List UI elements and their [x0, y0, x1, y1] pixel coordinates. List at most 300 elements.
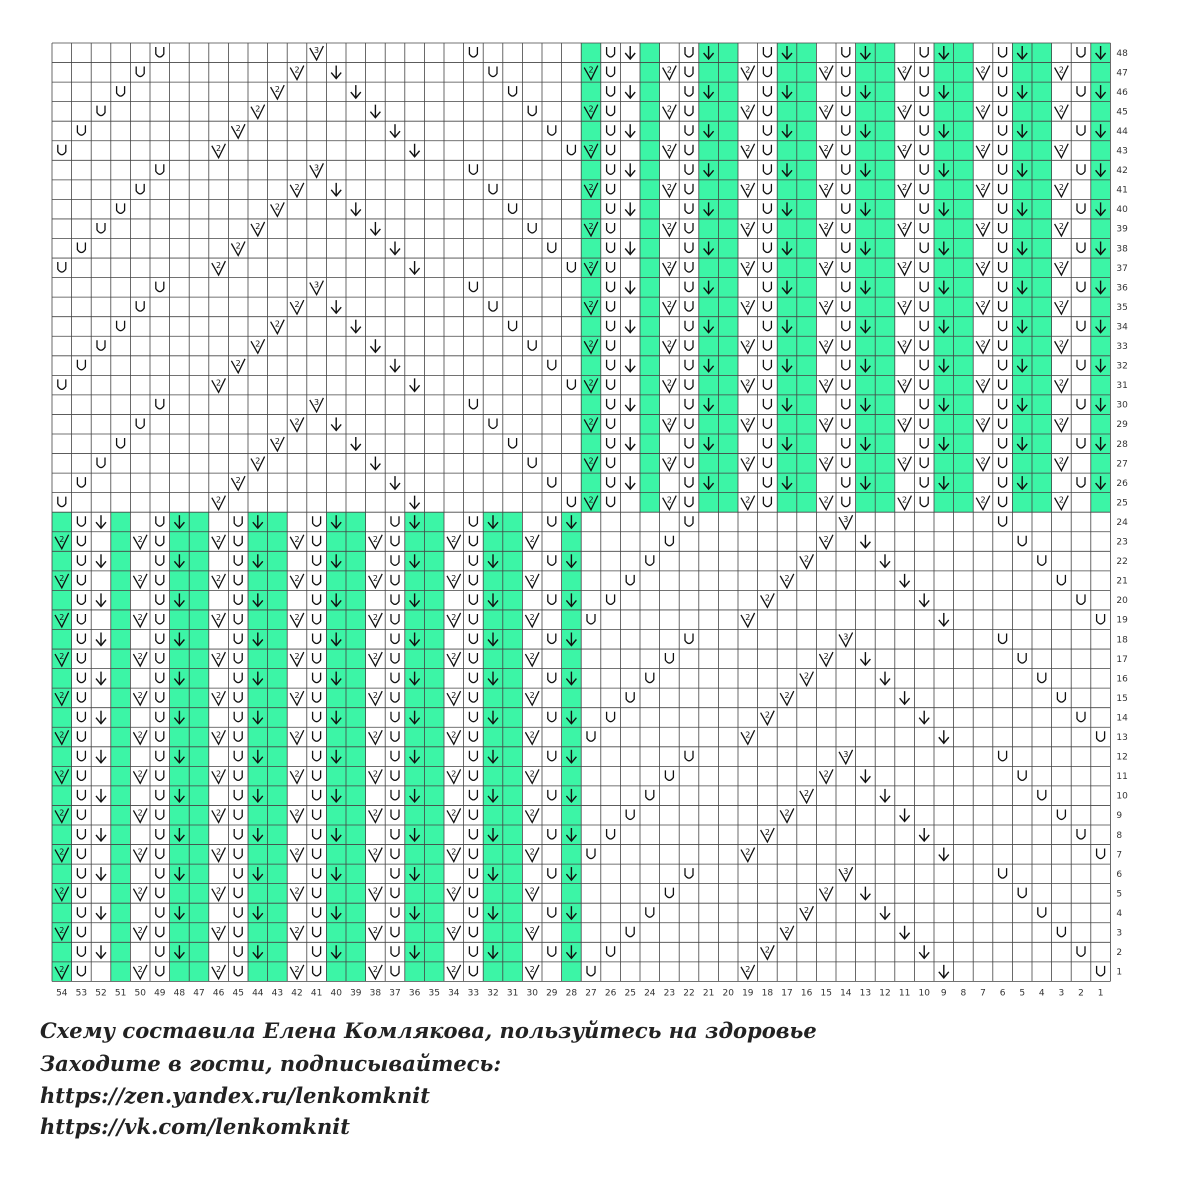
highlight-cell: [797, 63, 817, 83]
yarn-over-stroke: [156, 849, 164, 859]
yarn-over-symbol: [391, 849, 399, 859]
yarn-over-stroke: [136, 301, 144, 311]
decrease-arrow-symbol: [331, 300, 341, 313]
yarn-over-stroke: [234, 712, 242, 722]
yarn-over-stroke: [999, 418, 1007, 428]
two-together-symbol: [741, 144, 755, 158]
decrease-arrow-symbol: [625, 359, 635, 372]
yarn-over-stroke: [313, 516, 321, 526]
highlight-cell: [424, 708, 444, 728]
two-together-symbol: [133, 808, 147, 822]
highlight-cell: [424, 610, 444, 630]
decrease-count: 2: [902, 495, 908, 505]
yarn-over-stroke: [313, 849, 321, 859]
highlight-cell: [111, 786, 131, 806]
decrease-arrow-symbol: [96, 906, 106, 919]
decrease-count: 2: [666, 182, 672, 192]
highlight-cell: [856, 102, 876, 122]
yarn-over-stroke: [763, 86, 771, 96]
two-together-symbol: [212, 769, 226, 783]
highlight-cell: [718, 239, 738, 259]
row-number: 4: [1116, 908, 1123, 919]
decrease-arrow-symbol: [351, 202, 361, 215]
decrease-count: 2: [137, 847, 143, 857]
yarn-over-symbol: [920, 106, 928, 116]
decrease-count: 2: [294, 730, 300, 740]
yarn-over-symbol: [999, 243, 1007, 253]
highlight-cell: [718, 82, 738, 102]
yarn-over-stroke: [234, 809, 242, 819]
yarn-over-stroke: [999, 243, 1007, 253]
yarn-over-stroke: [391, 575, 399, 585]
two-together-symbol: [231, 476, 245, 490]
yarn-over-symbol: [77, 673, 85, 683]
column-number: 20: [722, 988, 734, 999]
decrease-count: 2: [529, 808, 535, 818]
yarn-over-symbol: [626, 809, 634, 819]
highlight-cell: [934, 414, 954, 434]
highlight-cell: [503, 669, 523, 689]
yarn-over-stroke: [1018, 770, 1026, 780]
yarn-over-stroke: [97, 106, 105, 116]
yarn-over-stroke: [1077, 203, 1085, 213]
yarn-over-stroke: [607, 282, 615, 292]
yarn-over-symbol: [156, 927, 164, 937]
yarn-over-stroke: [842, 360, 850, 370]
yarn-over-symbol: [842, 262, 850, 272]
yarn-over-stroke: [156, 731, 164, 741]
highlight-cell: [640, 278, 660, 298]
yarn-over-symbol: [646, 790, 654, 800]
yarn-over-stroke: [77, 575, 85, 585]
highlight-cell: [346, 805, 366, 825]
highlight-cell: [1091, 258, 1111, 278]
highlight-cell: [346, 590, 366, 610]
yarn-over-symbol: [77, 751, 85, 761]
two-together-symbol: [212, 652, 226, 666]
two-together-symbol: [231, 359, 245, 373]
highlight-cell: [52, 669, 72, 689]
highlight-cell: [189, 766, 209, 786]
highlight-cell: [640, 239, 660, 259]
yarn-over-stroke: [999, 477, 1007, 487]
yarn-over-symbol: [685, 438, 693, 448]
highlight-cell: [189, 512, 209, 532]
yarn-over-symbol: [77, 946, 85, 956]
yarn-over-stroke: [1077, 594, 1085, 604]
yarn-over-stroke: [469, 399, 477, 409]
highlight-cell: [640, 219, 660, 239]
yarn-over-symbol: [587, 614, 595, 624]
yarn-over-symbol: [999, 751, 1007, 761]
yarn-over-symbol: [763, 203, 771, 213]
yarn-over-stroke: [313, 829, 321, 839]
yarn-over-symbol: [489, 67, 497, 77]
decrease-count: 2: [588, 456, 594, 466]
two-together-symbol: [819, 535, 833, 549]
yarn-over-stroke: [58, 262, 66, 272]
yarn-over-symbol: [763, 262, 771, 272]
yarn-over-symbol: [607, 438, 615, 448]
highlight-cell: [797, 43, 817, 63]
yarn-over-symbol: [313, 653, 321, 663]
yarn-over-symbol: [469, 614, 477, 624]
yarn-over-stroke: [234, 849, 242, 859]
decrease-count: 2: [1058, 143, 1064, 153]
yarn-over-stroke: [509, 321, 517, 331]
highlight-cell: [797, 434, 817, 454]
decrease-count: 2: [980, 417, 986, 427]
highlight-cell: [424, 825, 444, 845]
yarn-over-symbol: [842, 301, 850, 311]
column-number: 36: [408, 988, 421, 999]
yarn-over-symbol: [763, 321, 771, 331]
yarn-over-stroke: [391, 751, 399, 761]
yarn-over-symbol: [77, 536, 85, 546]
highlight-cell: [718, 493, 738, 513]
highlight-cell: [503, 747, 523, 767]
two-together-symbol: [133, 965, 147, 979]
highlight-cell: [1032, 258, 1052, 278]
highlight-cell: [111, 825, 131, 845]
two-together-symbol: [290, 769, 304, 783]
highlight-cell: [268, 845, 288, 865]
highlight-cell: [326, 649, 346, 669]
highlight-cell: [111, 688, 131, 708]
highlight-cell: [111, 512, 131, 532]
yarn-over-symbol: [999, 379, 1007, 389]
decrease-count: 3: [843, 515, 849, 525]
two-together-symbol: [133, 730, 147, 744]
highlight-cell: [875, 102, 895, 122]
yarn-over-stroke: [391, 868, 399, 878]
two-together-symbol: [800, 789, 814, 803]
yarn-over-symbol: [685, 751, 693, 761]
yarn-over-stroke: [999, 868, 1007, 878]
decrease-count: 2: [294, 182, 300, 192]
decrease-count: 2: [745, 964, 751, 974]
yarn-over-stroke: [156, 692, 164, 702]
highlight-cell: [718, 297, 738, 317]
yarn-over-stroke: [77, 243, 85, 253]
decrease-count: 2: [823, 456, 829, 466]
decrease-count: 2: [823, 104, 829, 114]
yarn-over-stroke: [1077, 829, 1085, 839]
two-together-symbol: [819, 300, 833, 314]
yarn-over-stroke: [77, 536, 85, 546]
two-together-symbol: [525, 730, 539, 744]
decrease-count: 2: [294, 847, 300, 857]
two-together-symbol: [663, 66, 677, 80]
yarn-over-symbol: [234, 849, 242, 859]
yarn-over-symbol: [1038, 673, 1046, 683]
highlight-cell: [170, 923, 190, 943]
yarn-over-stroke: [391, 516, 399, 526]
decrease-count: 2: [980, 495, 986, 505]
decrease-count: 2: [451, 652, 457, 662]
decrease-count: 2: [216, 573, 222, 583]
highlight-cell: [346, 903, 366, 923]
yarn-over-stroke: [999, 67, 1007, 77]
decrease-count: 2: [255, 104, 261, 114]
yarn-over-symbol: [77, 243, 85, 253]
highlight-cell: [797, 395, 817, 415]
yarn-over-symbol: [489, 418, 497, 428]
yarn-over-symbol: [156, 829, 164, 839]
highlight-cell: [326, 610, 346, 630]
highlight-cell: [424, 571, 444, 591]
two-together-symbol: [525, 769, 539, 783]
yarn-over-stroke: [607, 184, 615, 194]
decrease-count: 2: [372, 808, 378, 818]
highlight-cell: [424, 688, 444, 708]
credit-vk-link[interactable]: https://vk.com/lenkomknit: [40, 1114, 350, 1139]
yarn-over-stroke: [77, 888, 85, 898]
two-together-symbol: [819, 417, 833, 431]
highlight-cell: [248, 884, 268, 904]
highlight-cell: [111, 805, 131, 825]
yarn-over-stroke: [313, 946, 321, 956]
yarn-over-stroke: [1097, 849, 1105, 859]
decrease-count: 2: [784, 573, 790, 583]
decrease-arrow-symbol: [370, 222, 380, 235]
two-together-symbol: [369, 730, 383, 744]
yarn-over-symbol: [469, 575, 477, 585]
yarn-over-symbol: [999, 145, 1007, 155]
yarn-over-stroke: [685, 458, 693, 468]
highlight-cell: [1012, 102, 1032, 122]
highlight-cell: [111, 590, 131, 610]
yarn-over-stroke: [77, 868, 85, 878]
yarn-over-stroke: [685, 399, 693, 409]
yarn-over-symbol: [469, 594, 477, 604]
yarn-over-symbol: [234, 575, 242, 585]
yarn-over-symbol: [685, 399, 693, 409]
column-number: 51: [114, 988, 127, 999]
decrease-count: 2: [137, 730, 143, 740]
highlight-cell: [1032, 278, 1052, 298]
highlight-cell: [346, 825, 366, 845]
highlight-cell: [424, 864, 444, 884]
highlight-cell: [777, 141, 797, 161]
yarn-over-stroke: [391, 536, 399, 546]
highlight-cell: [777, 297, 797, 317]
highlight-cell: [52, 747, 72, 767]
two-together-symbol: [761, 828, 775, 842]
two-together-symbol: [271, 320, 285, 334]
yarn-over-stroke: [763, 223, 771, 233]
yarn-over-stroke: [234, 829, 242, 839]
yarn-over-symbol: [234, 927, 242, 937]
highlight-cell: [1032, 454, 1052, 474]
yarn-over-stroke: [999, 634, 1007, 644]
yarn-over-symbol: [313, 907, 321, 917]
decrease-count: 2: [451, 612, 457, 622]
yarn-over-stroke: [920, 106, 928, 116]
yarn-over-stroke: [234, 946, 242, 956]
yarn-over-symbol: [77, 594, 85, 604]
yarn-over-stroke: [763, 438, 771, 448]
highlight-cell: [326, 571, 346, 591]
yarn-over-stroke: [607, 458, 615, 468]
yarn-over-stroke: [685, 751, 693, 761]
two-together-symbol: [1055, 300, 1069, 314]
yarn-over-stroke: [234, 927, 242, 937]
highlight-cell: [346, 864, 366, 884]
column-number: 37: [389, 988, 401, 999]
two-together-symbol: [290, 965, 304, 979]
yarn-over-stroke: [234, 575, 242, 585]
yarn-over-stroke: [97, 223, 105, 233]
yarn-over-symbol: [469, 849, 477, 859]
yarn-over-symbol: [920, 203, 928, 213]
yarn-over-symbol: [920, 282, 928, 292]
yarn-over-symbol: [685, 67, 693, 77]
yarn-over-symbol: [528, 458, 536, 468]
decrease-count: 2: [59, 886, 65, 896]
yarn-over-stroke: [391, 946, 399, 956]
highlight-cell: [797, 199, 817, 219]
highlight-cell: [699, 63, 719, 83]
yarn-over-stroke: [626, 809, 634, 819]
highlight-cell: [483, 610, 503, 630]
decrease-count: 2: [588, 104, 594, 114]
yarn-over-symbol: [607, 125, 615, 135]
highlight-cell: [875, 434, 895, 454]
yarn-over-symbol: [763, 497, 771, 507]
two-together-symbol: [898, 339, 912, 353]
yarn-over-stroke: [156, 282, 164, 292]
two-together-symbol: [133, 926, 147, 940]
credit-zen-link[interactable]: https://zen.yandex.ru/lenkomknit: [40, 1083, 430, 1108]
yarn-over-symbol: [1077, 477, 1085, 487]
yarn-over-symbol: [646, 673, 654, 683]
yarn-over-stroke: [77, 790, 85, 800]
highlight-cell: [405, 766, 425, 786]
yarn-over-symbol: [77, 966, 85, 976]
decrease-arrow-symbol: [390, 124, 400, 137]
yarn-over-symbol: [528, 223, 536, 233]
highlight-cell: [954, 278, 974, 298]
decrease-count: 2: [804, 554, 810, 564]
decrease-arrow-symbol: [410, 378, 420, 391]
yarn-over-symbol: [607, 301, 615, 311]
yarn-over-stroke: [136, 184, 144, 194]
yarn-over-stroke: [156, 594, 164, 604]
two-together-symbol: [212, 926, 226, 940]
yarn-over-stroke: [469, 673, 477, 683]
highlight-cell: [934, 219, 954, 239]
highlight-cell: [483, 884, 503, 904]
highlight-cell: [954, 336, 974, 356]
yarn-over-symbol: [763, 223, 771, 233]
decrease-arrow-symbol: [331, 66, 341, 79]
yarn-over-stroke: [313, 614, 321, 624]
row-number: 24: [1116, 517, 1128, 528]
decrease-count: 2: [666, 261, 672, 271]
two-together-symbol: [369, 574, 383, 588]
highlight-cell: [797, 102, 817, 122]
highlight-cell: [346, 727, 366, 747]
yarn-over-symbol: [156, 653, 164, 663]
yarn-over-stroke: [77, 770, 85, 780]
highlight-cell: [52, 942, 72, 962]
column-number: 15: [820, 988, 832, 999]
decrease-count: 2: [529, 573, 535, 583]
yarn-over-stroke: [313, 692, 321, 702]
yarn-over-stroke: [842, 223, 850, 233]
decrease-count: 2: [372, 925, 378, 935]
yarn-over-symbol: [999, 458, 1007, 468]
row-number: 32: [1116, 361, 1128, 372]
highlight-cell: [562, 766, 582, 786]
highlight-cell: [1012, 375, 1032, 395]
yarn-over-symbol: [763, 360, 771, 370]
yarn-over-stroke: [391, 673, 399, 683]
decrease-arrow-symbol: [96, 554, 106, 567]
yarn-over-stroke: [313, 555, 321, 565]
two-together-symbol: [447, 574, 461, 588]
decrease-count: 2: [235, 124, 241, 134]
yarn-over-symbol: [1018, 536, 1026, 546]
column-number: 25: [624, 988, 636, 999]
highlight-cell: [954, 356, 974, 376]
yarn-over-stroke: [469, 790, 477, 800]
highlight-cell: [1032, 434, 1052, 454]
decrease-count: 2: [745, 378, 751, 388]
yarn-over-stroke: [234, 966, 242, 976]
highlight-cell: [581, 199, 601, 219]
highlight-cell: [248, 571, 268, 591]
yarn-over-symbol: [156, 634, 164, 644]
highlight-cell: [640, 454, 660, 474]
yarn-over-symbol: [469, 516, 477, 526]
decrease-count: 2: [372, 691, 378, 701]
decrease-count: 2: [216, 769, 222, 779]
two-together-symbol: [290, 730, 304, 744]
yarn-over-symbol: [763, 184, 771, 194]
two-together-symbol: [1055, 457, 1069, 471]
two-together-symbol: [663, 417, 677, 431]
yarn-over-symbol: [763, 47, 771, 57]
row-number: 42: [1116, 166, 1128, 177]
yarn-over-stroke: [1097, 731, 1105, 741]
yarn-over-stroke: [685, 301, 693, 311]
yarn-over-symbol: [685, 868, 693, 878]
yarn-over-stroke: [763, 458, 771, 468]
highlight-cell: [777, 493, 797, 513]
yarn-over-symbol: [920, 360, 928, 370]
yarn-over-symbol: [469, 868, 477, 878]
yarn-over-stroke: [528, 458, 536, 468]
yarn-over-stroke: [920, 164, 928, 174]
yarn-over-symbol: [548, 673, 556, 683]
two-together-symbol: [212, 144, 226, 158]
decrease-arrow-symbol: [880, 554, 890, 567]
yarn-over-symbol: [607, 379, 615, 389]
yarn-over-stroke: [77, 829, 85, 839]
yarn-over-symbol: [842, 203, 850, 213]
row-number: 14: [1116, 713, 1128, 724]
yarn-over-stroke: [156, 712, 164, 722]
decrease-count: 2: [745, 417, 751, 427]
highlight-cell: [699, 102, 719, 122]
yarn-over-stroke: [763, 340, 771, 350]
yarn-over-stroke: [607, 321, 615, 331]
yarn-over-stroke: [920, 125, 928, 135]
highlight-cell: [1032, 63, 1052, 83]
yarn-over-symbol: [77, 575, 85, 585]
